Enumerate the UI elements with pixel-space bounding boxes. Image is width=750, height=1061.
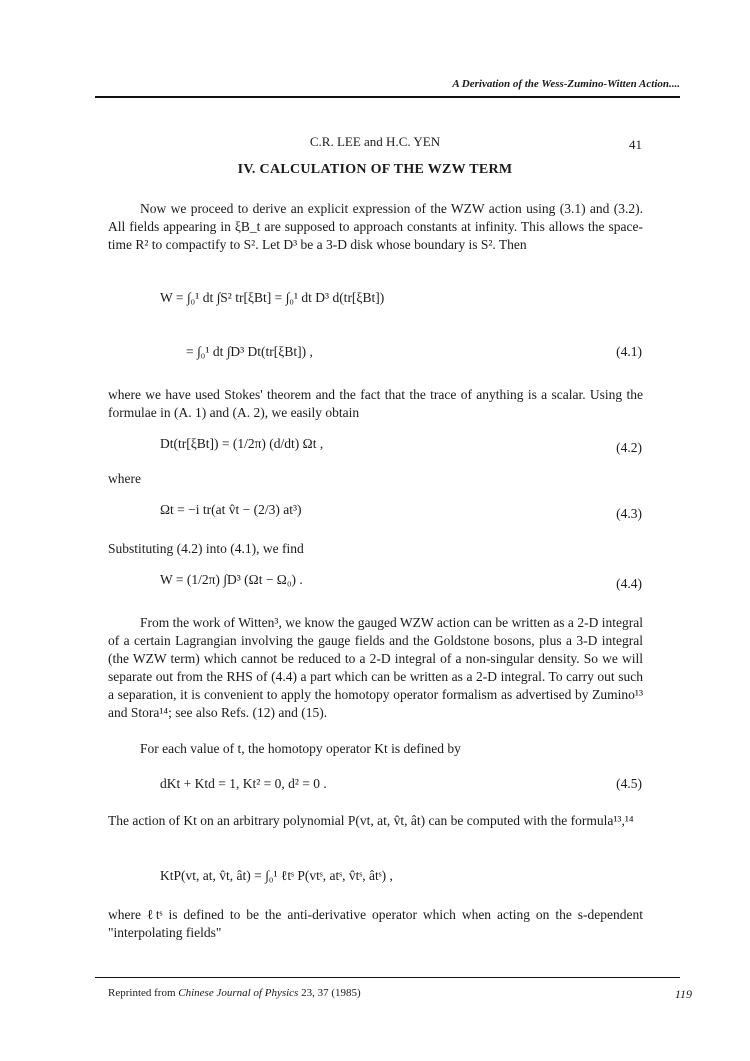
footer-citation xyxy=(108,987,361,999)
section-title: IV. CALCULATION OF THE WZW TERM xyxy=(237,162,513,177)
equation-number-4-5: (4.5) xyxy=(616,776,642,791)
paragraph-homotopy: For each value of t, the homotopy operator Kt is defined by xyxy=(140,741,461,756)
equation-4-1-line2: = ∫₀¹ dt ∫D³ Dt(tr[ξBt]) , xyxy=(186,344,313,359)
authors-line: C.R. LEE and H.C. YEN xyxy=(309,134,441,149)
equation-4-4: W = (1/2π) ∫D³ (Ωt − Ω₀) . xyxy=(160,572,303,587)
paragraph-intro: Now we proceed to derive an explicit expression of the WZW action using (3.1) and (3.2). All fields appearing in ξB_t are supposed to approach constants at infinity. This allows the space-time R² to compactify to S². Let D³ be a 3-D disk whose boundary is S². Then xyxy=(108,201,643,252)
equation-4-2: Dt(tr[ξBt]) = (1/2π) (d/dt) Ωt , xyxy=(160,436,324,451)
equation-4-3: Ωt = −i tr(at v̂t − (2/3) at³) xyxy=(160,502,302,517)
paragraph-substituting: Substituting (4.2) into (4.1), we find xyxy=(108,541,304,556)
paragraph-action: The action of Kt on an arbitrary polynomial P(vt, at, v̂t, ât) can be computed with the formula¹³,¹⁴ xyxy=(108,813,634,828)
header-rule xyxy=(95,96,680,98)
paragraph-witten: From the work of Witten³, we know the gauged WZW action can be written as a 2-D integral of a certain Lagrangian involving the gauge fields and the Goldstone bosons, plus a 3-D integral (the WZW term) which cannot be reduced to a 2-D integral of a non-singular density. So we will separate out from the RHS of (4.4) a part which can be written as a 2-D integral. To carry out such a separation, it is convenient to apply the homotopy operator formalism as advertised by Zumino¹³ and Stora¹⁴; see also Refs. (12) and (15). xyxy=(108,615,643,720)
equation-4-1-line1: W = ∫₀¹ dt ∫S² tr[ξBt] = ∫₀¹ dt D³ d(tr[ξBt]) xyxy=(160,290,385,305)
equation-number-4-3: (4.3) xyxy=(616,506,642,521)
footer-journal: Chinese Journal of Physics xyxy=(178,987,299,999)
footer-volume: 23, 37 (1985) xyxy=(301,987,361,999)
paragraph-stokes: where we have used Stokes' theorem and the fact that the trace of anything is a scalar. Using the formulae in (A. 1) and (A. 2), we easily obtain xyxy=(108,387,643,420)
equation-homotopy-formula: KtP(vt, at, v̂t, ât) = ∫₀¹ ℓtˢ P(vtˢ, atˢ, v̂tˢ, âtˢ) , xyxy=(160,868,393,883)
equation-number-4-1: (4.1) xyxy=(616,344,642,359)
footer-page-number: 119 xyxy=(674,987,692,1001)
running-head: A Derivation of the Wess-Zumino-Witten Action.... xyxy=(452,78,680,90)
equation-number-4-4: (4.4) xyxy=(616,576,642,591)
equation-number-4-2: (4.2) xyxy=(616,440,642,455)
paragraph-antiderivative: where ℓtˢ is defined to be the anti-derivative operator which when acting on the s-dependent "interpolating fields" xyxy=(108,907,643,940)
page-number: 41 xyxy=(629,137,642,152)
equation-4-5: dKt + Ktd = 1, Kt² = 0, d² = 0 . xyxy=(160,776,327,791)
footer-prefix: Reprinted from xyxy=(108,987,176,999)
where-label: where xyxy=(108,471,141,486)
footer-rule xyxy=(95,977,680,978)
